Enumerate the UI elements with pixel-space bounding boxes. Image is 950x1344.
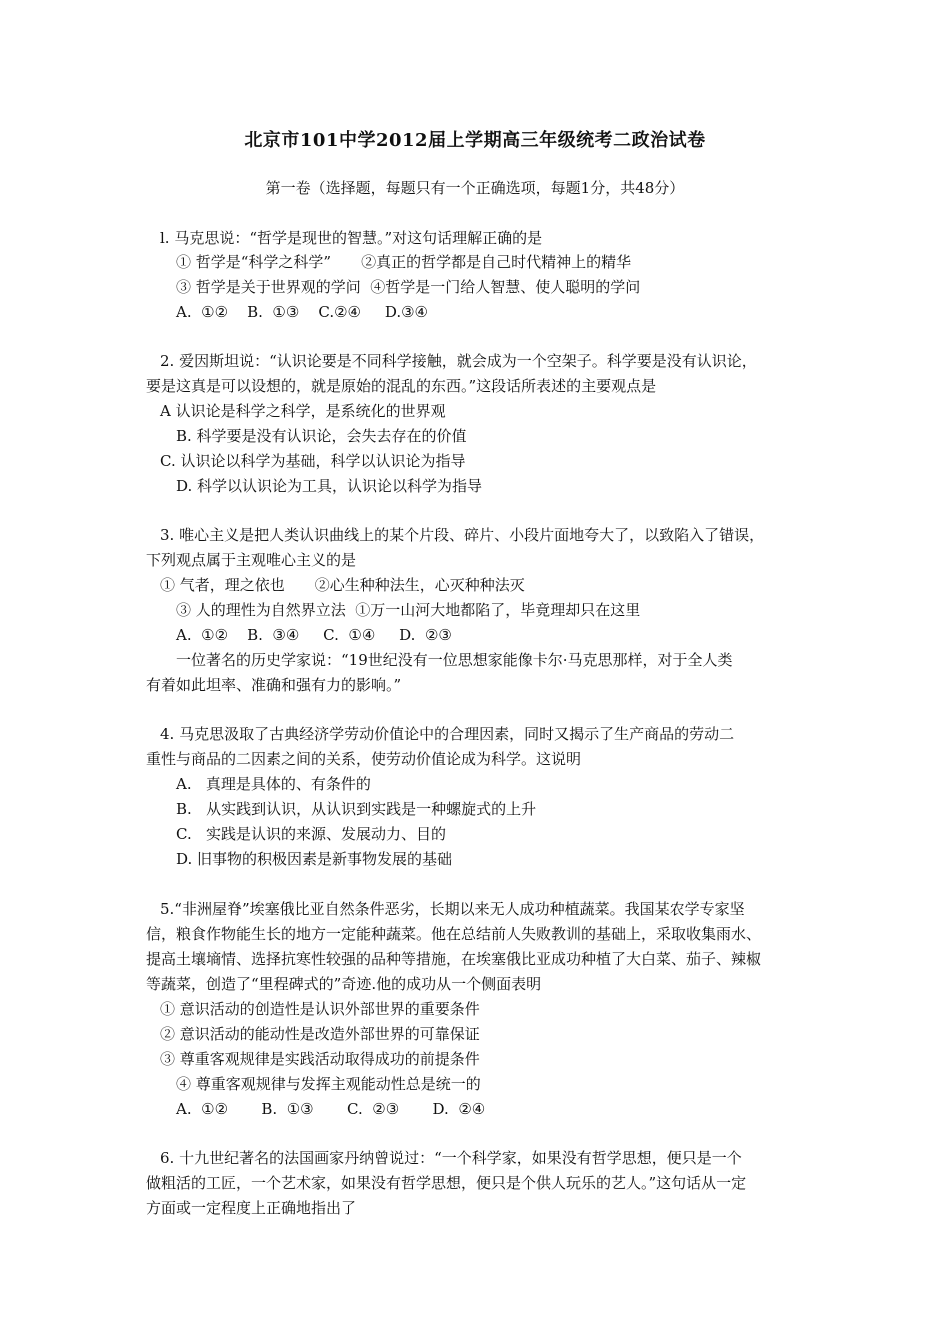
question-4-stem: 4. 马克思汲取了古典经济学劳动价值论中的合理因素，同时又揭示了生产商品的劳动二 bbox=[160, 725, 735, 743]
question-5-stem-cont-3: 等蔬菜，创造了“里程碑式的”奇迹.他的成功从一个侧面表明 bbox=[146, 975, 542, 993]
question-4-option-a: A. 真理是具体的、有条件的 bbox=[176, 775, 371, 793]
question-2-option-c: C. 认识论以科学为基础，科学以认识论为指导 bbox=[160, 452, 466, 470]
question-5-option-3: ③ 尊重客观规律是实践活动取得成功的前提条件 bbox=[160, 1050, 480, 1068]
question-4-option-d: D. 旧事物的积极因素是新事物发展的基础 bbox=[176, 850, 453, 868]
question-1-stem: l. 马克思说：“哲学是现世的智慧。”对这句话理解正确的是 bbox=[160, 229, 543, 247]
question-2-option-a: A 认识论是科学之科学，是系统化的世界观 bbox=[160, 402, 446, 420]
question-3-options-line-1: ① 气者，理之依也 ②心生种种法生，心灭种种法灭 bbox=[160, 576, 525, 594]
question-3-answer-choices: A. ①② B. ③④ C. ①④ D. ②③ bbox=[176, 626, 452, 644]
question-3-options-line-2: ③ 人的理性为自然界立法 ①万一山河大地都陷了，毕竟理却只在这里 bbox=[176, 601, 641, 619]
question-2-option-b: B. 科学要是没有认识论，会失去存在的价值 bbox=[176, 427, 467, 445]
question-2-option-d: D. 科学以认识论为工具，认识论以科学为指导 bbox=[176, 477, 483, 495]
question-5-stem-cont-1: 信，粮食作物能生长的地方一定能种蔬菜。他在总结前人失败教训的基础上，采取收集雨水、 bbox=[146, 925, 762, 943]
question-5-stem-cont-2: 提高土壤墒情、选择抗寒性较强的品种等措施，在埃塞俄比亚成功种植了大白菜、茄子、辣椒 bbox=[146, 950, 762, 968]
question-6-stem-cont-1: 做粗活的工匠，一个艺术家，如果没有哲学思想，便只是个供人玩乐的艺人。”这句话从一定 bbox=[146, 1174, 747, 1192]
section-heading: 第一卷（选择题，每题只有一个正确选项，每题1分，共48分） bbox=[265, 179, 685, 197]
question-5-option-1: ① 意识活动的创造性是认识外部世界的重要条件 bbox=[160, 1000, 480, 1018]
question-4-option-c: C. 实践是认识的来源、发展动力、目的 bbox=[176, 825, 447, 843]
question-6-stem: 6. 十九世纪著名的法国画家丹纳曾说过：“一个科学家，如果没有哲学思想，便只是一个 bbox=[160, 1149, 742, 1167]
historian-quote: 一位著名的历史学家说：“19世纪没有一位思想家能像卡尔·马克思那样，对于全人类 bbox=[176, 651, 733, 669]
question-3-stem: 3. 唯心主义是把人类认识曲线上的某个片段、碎片、小段片面地夸大了，以致陷入了错误， bbox=[160, 526, 765, 544]
question-1-options-line-2: ③ 哲学是关于世界观的学问 ④哲学是一门给人智慧、使人聪明的学问 bbox=[176, 278, 641, 296]
question-1-options-line-1: ① 哲学是“科学之科学” ②真正的哲学都是自己时代精神上的精华 bbox=[176, 253, 632, 271]
question-5-answer-choices: A. ①② B. ①③ C. ②③ D. ②④ bbox=[176, 1100, 486, 1118]
question-4-option-b: B. 从实践到认识，从认识到实践是一种螺旋式的上升 bbox=[176, 800, 537, 818]
question-1-answer-choices: A. ①② B. ①③ C.②④ D.③④ bbox=[176, 303, 428, 321]
question-5-option-2: ② 意识活动的能动性是改造外部世界的可靠保证 bbox=[160, 1025, 480, 1043]
question-5-option-4: ④ 尊重客观规律与发挥主观能动性总是统一的 bbox=[176, 1075, 481, 1093]
question-3-stem-cont: 下列观点属于主观唯心主义的是 bbox=[146, 551, 357, 569]
question-5-stem: 5.“非洲屋脊”埃塞俄比亚自然条件恶劣，长期以来无人成功种植蔬菜。我国某农学专家坚 bbox=[160, 900, 745, 918]
question-4-stem-cont: 重性与商品的二因素之间的关系，使劳动价值论成为科学。这说明 bbox=[146, 750, 582, 768]
question-2-stem: 2. 爱因斯坦说：“认识论要是不同科学接触，就会成为一个空架子。科学要是没有认识论， bbox=[160, 352, 757, 370]
question-2-stem-cont: 要是这真是可以设想的，就是原始的混乱的东西。”这段话所表述的主要观点是 bbox=[146, 377, 657, 395]
exam-title: 北京市101中学2012届上学期高三年级统考二政治试卷 bbox=[244, 130, 706, 151]
historian-quote-cont: 有着如此坦率、准确和强有力的影响。” bbox=[146, 676, 402, 694]
question-6-stem-cont-2: 方面或一定程度上正确地指出了 bbox=[146, 1199, 357, 1217]
